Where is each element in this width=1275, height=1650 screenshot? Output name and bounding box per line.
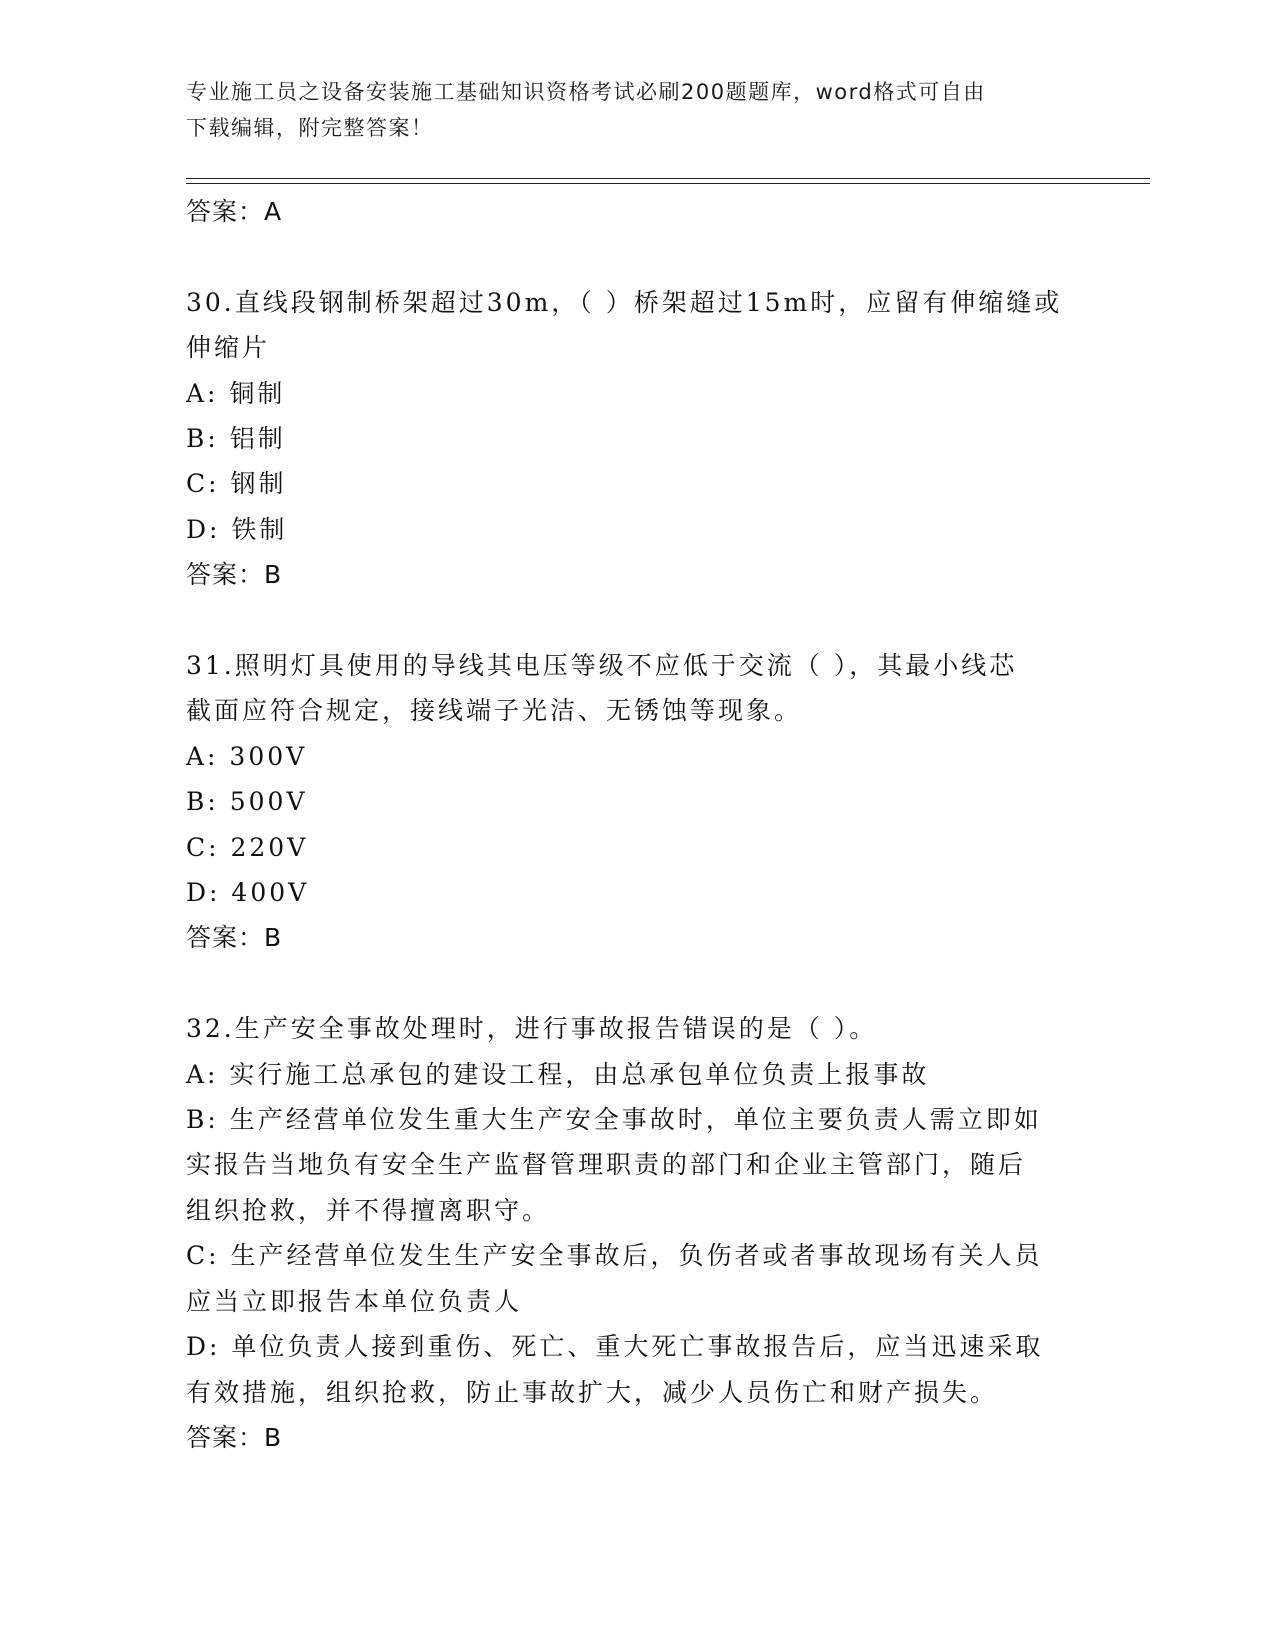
option-d: D: 400V bbox=[186, 878, 310, 908]
header-rule-top bbox=[186, 178, 1150, 179]
previous-answer bbox=[186, 189, 1086, 234]
header-line-2: 下载编辑，附完整答案！ bbox=[186, 116, 434, 140]
question-stem: 伸缩片 bbox=[186, 333, 271, 363]
option-b: B: 生产经营单位发生重大生产安全事故时，单位主要负责人需立即如 bbox=[186, 1105, 1042, 1135]
document-header bbox=[186, 74, 1086, 146]
option-c: C: 生产经营单位发生生产安全事故后，负伤者或者事故现场有关人员 bbox=[186, 1241, 1043, 1271]
option-a: A: 实行施工总承包的建设工程，由总承包单位负责上报事故 bbox=[186, 1059, 930, 1089]
option-b: B: 铝制 bbox=[186, 424, 286, 454]
answer-label: 答案： bbox=[186, 923, 265, 953]
question-stem: 30.直线段钢制桥架超过30m，（ ）桥架超过15m时，应留有伸缩缝或 bbox=[186, 287, 1063, 317]
answer-label: 答案： bbox=[186, 197, 265, 226]
spacer bbox=[186, 234, 1086, 279]
option-d: D: 铁制 bbox=[186, 514, 288, 544]
answer-value: B bbox=[264, 923, 282, 953]
answer-value: A bbox=[264, 197, 282, 226]
option-d: D: 单位负责人接到重伤、死亡、重大死亡事故报告后，应当迅速采取 bbox=[186, 1332, 1044, 1362]
option-b-continued: 实报告当地负有安全生产监督管理职责的部门和企业主管部门，随后 bbox=[186, 1150, 1027, 1180]
question-stem: 32.生产安全事故处理时，进行事故报告错误的是（ ）。 bbox=[186, 1014, 878, 1044]
option-a: A: 300V bbox=[186, 741, 308, 771]
question-31 bbox=[186, 643, 1086, 961]
question-answer bbox=[186, 552, 1086, 597]
question-answer bbox=[186, 915, 1086, 960]
answer-label: 答案： bbox=[186, 1422, 265, 1452]
answer-value: B bbox=[264, 560, 282, 590]
header-rule-bottom bbox=[186, 183, 1150, 184]
answer-value: B bbox=[264, 1422, 282, 1452]
option-c: C: 钢制 bbox=[186, 469, 287, 499]
question-answer bbox=[186, 1415, 1086, 1460]
option-b: B: 500V bbox=[186, 787, 308, 817]
spacer bbox=[186, 598, 1086, 643]
answer-label: 答案： bbox=[186, 560, 265, 590]
question-32 bbox=[186, 1006, 1086, 1460]
option-d-continued: 有效措施，组织抢救，防止事故扩大，减少人员伤亡和财产损失。 bbox=[186, 1377, 999, 1407]
question-list bbox=[186, 189, 1086, 1460]
option-b-continued: 组织抢救，并不得擅离职守。 bbox=[186, 1195, 551, 1225]
question-stem: 截面应符合规定，接线端子光洁、无锈蚀等现象。 bbox=[186, 696, 803, 726]
header-line-1: 专业施工员之设备安装施工基础知识资格考试必刷200题题库，word格式可自由 bbox=[186, 80, 986, 104]
question-30 bbox=[186, 280, 1086, 598]
option-c: C: 220V bbox=[186, 832, 309, 862]
question-stem: 31.照明灯具使用的导线其电压等级不应低于交流（ ），其最小线芯 bbox=[186, 651, 1018, 681]
option-c-continued: 应当立即报告本单位负责人 bbox=[186, 1286, 523, 1316]
spacer bbox=[186, 961, 1086, 1006]
option-a: A: 铜制 bbox=[186, 378, 286, 408]
